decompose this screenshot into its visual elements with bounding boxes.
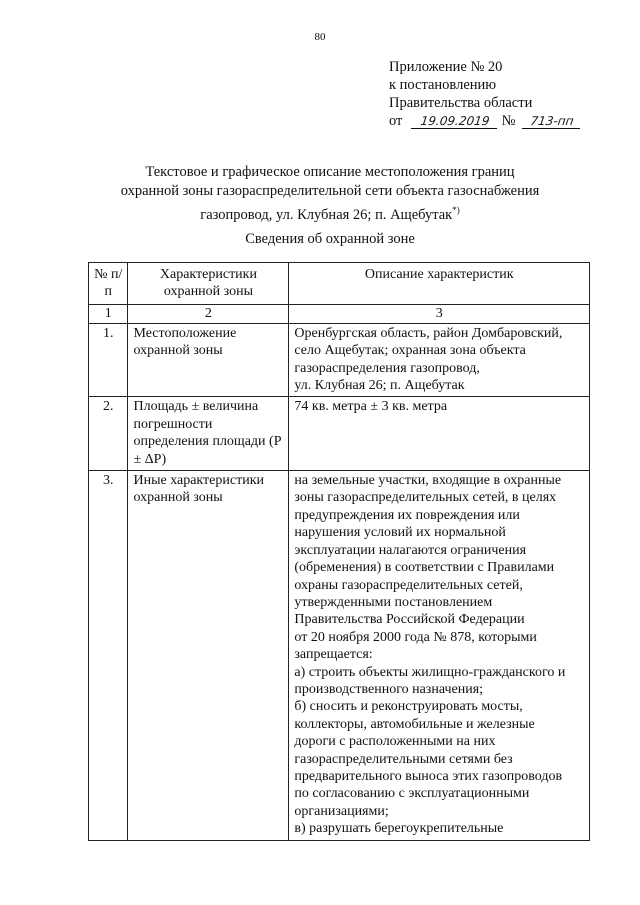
header-number: № п/п	[89, 263, 128, 305]
table-row	[89, 471, 590, 841]
description-line: ул. Клубная 26; п. Ащебутак	[294, 378, 465, 394]
row-number: 2.	[89, 397, 128, 471]
row-number: 3.	[89, 471, 128, 841]
description-line: коллекторы, автомобильные и железные	[294, 716, 535, 732]
table-row	[89, 397, 590, 471]
column-number-row	[89, 304, 590, 323]
appendix-authority: Правительства области	[389, 95, 533, 111]
table-header-row	[89, 263, 590, 305]
row-characteristic: Иные характеристики охранной зоны	[128, 471, 289, 841]
section-subtitle: Сведения об охранной зоне	[245, 231, 415, 247]
description-line: эксплуатации налагаются ограничения	[294, 542, 527, 558]
header-description: Описание характеристик	[289, 263, 590, 305]
page-number: 80	[314, 31, 326, 43]
appendix-title: Приложение № 20	[389, 59, 503, 75]
description-line: на земельные участки, входящие в охранные	[294, 473, 562, 489]
table-row	[89, 323, 590, 397]
description-line: село Ащебутак; охранная зона объекта	[294, 343, 526, 359]
protection-zone-table	[88, 262, 590, 841]
description-line: нарушения условий их нормальной	[294, 525, 506, 541]
description-line: в) разрушать берегоукрепительные	[294, 821, 504, 837]
description-line: от 20 ноября 2000 года № 878, которыми	[294, 629, 537, 645]
row-description	[289, 323, 590, 397]
row-characteristic: Местоположение охранной зоны	[128, 323, 289, 397]
description-line: б) сносить и реконструировать мосты,	[294, 699, 523, 715]
column-number-3: 3	[289, 304, 590, 323]
description-line: предупреждения их повреждения или	[294, 507, 520, 523]
header-characteristic: Характеристики охранной зоны	[128, 263, 289, 305]
description-line: газораспределения газопровод,	[294, 360, 480, 376]
description-line: дороги с расположенными на них	[294, 734, 496, 750]
document-title	[60, 163, 600, 225]
description-line: предварительного выноса этих газопроводов	[294, 768, 563, 784]
number-prefix: №	[501, 113, 516, 129]
row-description	[289, 471, 590, 841]
title-line-1: Текстовое и графическое описание местоположения границ	[145, 164, 515, 180]
description-line: утвержденными постановлением	[294, 594, 493, 610]
column-number-2: 2	[128, 304, 289, 323]
row-description	[289, 397, 590, 471]
description-line: а) строить объекты жилищно-гражданского и	[294, 664, 566, 680]
handwritten-number: 713-пп	[522, 114, 582, 129]
row-characteristic: Площадь ± величина погрешности определения площади (P ± ΔP)	[128, 397, 289, 471]
description-line: организациями;	[294, 803, 389, 819]
appendix-date-line	[389, 112, 581, 130]
footnote-mark: *)	[452, 205, 460, 215]
title-line-3-text: газопровод, ул. Клубная 26; п. Ащебутак	[200, 206, 453, 223]
column-number-1: 1	[89, 304, 128, 323]
handwritten-date: 19.09.2019	[411, 114, 499, 129]
row-number: 1.	[89, 323, 128, 397]
description-line: запрещается:	[294, 647, 373, 663]
title-line-3	[60, 201, 600, 225]
description-line: газораспределительными сетями без	[294, 751, 513, 767]
description-line: 74 кв. метра ± 3 кв. метра	[294, 399, 448, 415]
title-line-2: охранной зоны газораспределительной сети объекта газоснабжения	[120, 183, 540, 199]
description-line: зоны газораспределительных сетей, в целях	[294, 490, 557, 506]
description-line: (обременения) в соответствии с Правилами	[294, 560, 555, 576]
description-line: охраны газораспределительных сетей,	[294, 577, 523, 593]
appendix-reference: к постановлению	[389, 77, 497, 93]
description-line: производственного назначения;	[294, 681, 484, 697]
description-line: по согласованию с эксплуатационными	[294, 786, 530, 802]
date-prefix: от	[389, 113, 403, 129]
description-line: Правительства Российской Федерации	[294, 612, 525, 628]
appendix-block	[389, 58, 581, 130]
description-line: Оренбургская область, район Домбаровский,	[294, 325, 563, 341]
